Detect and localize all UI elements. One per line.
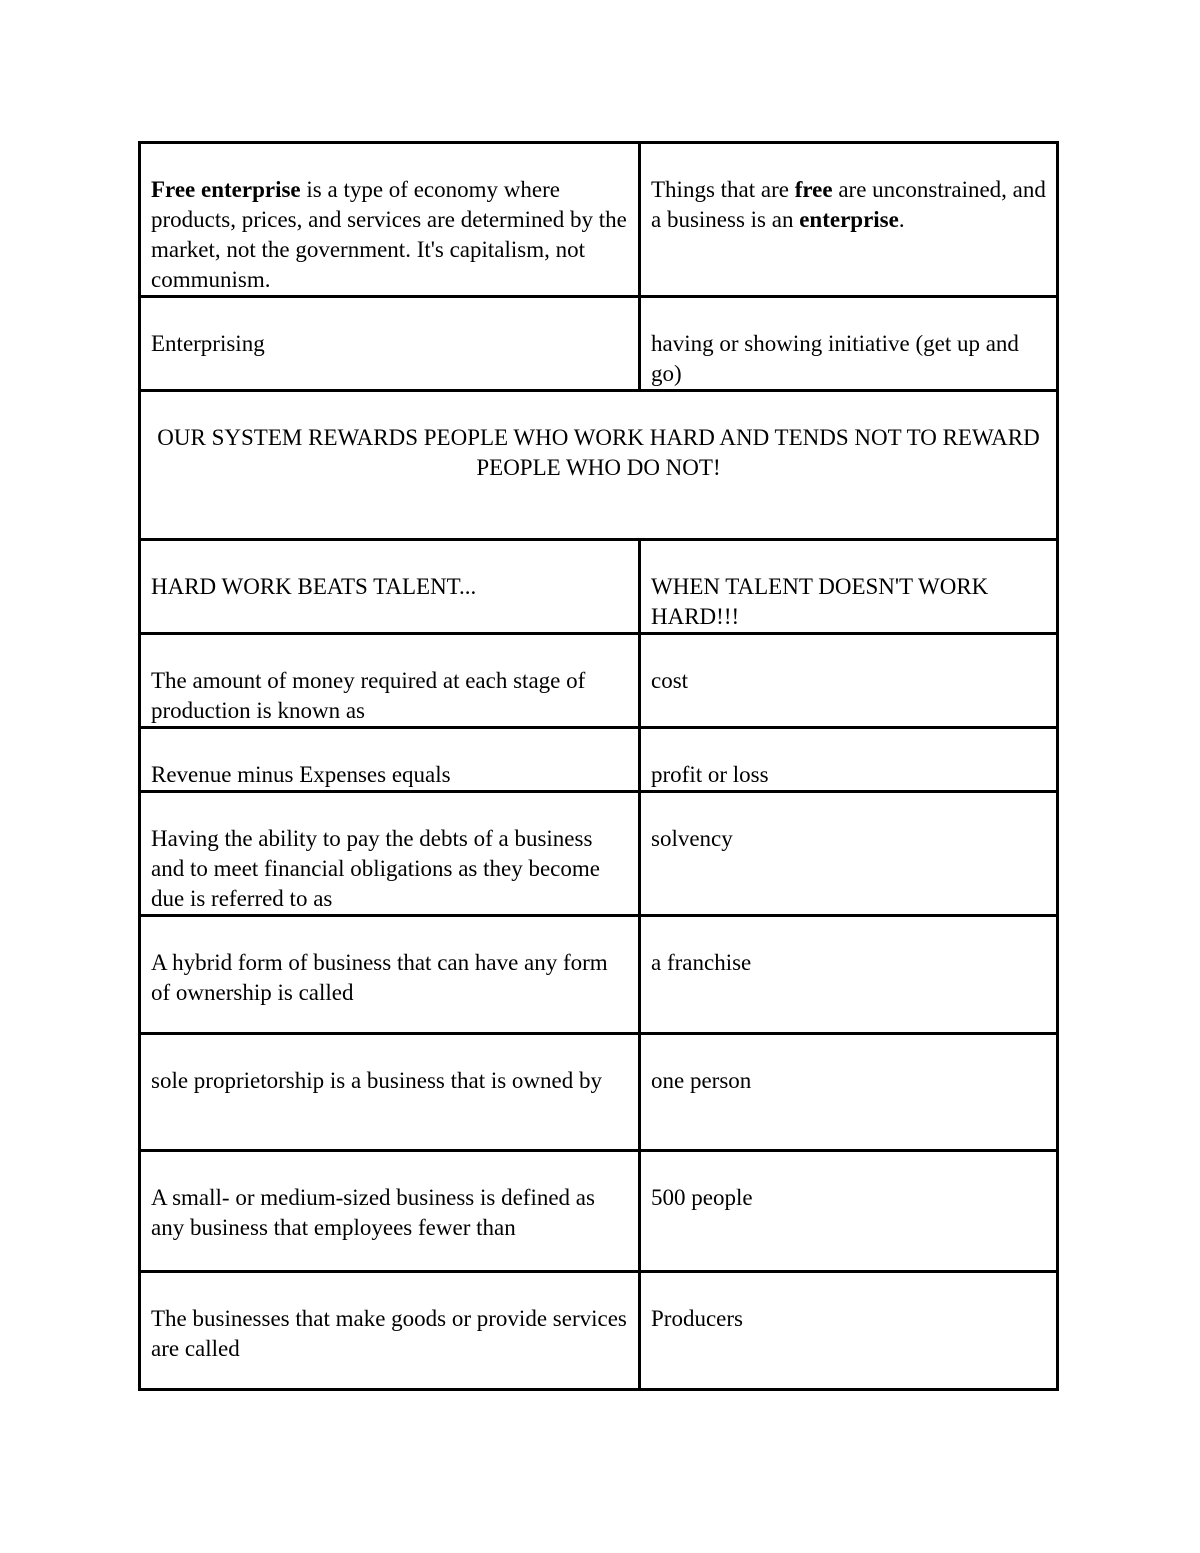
question-cell: A small- or medium-sized business is defined as any business that employees fewer than xyxy=(140,1151,640,1272)
question-cell: The businesses that make goods or provide services are called xyxy=(140,1272,640,1390)
table-row xyxy=(140,792,1058,916)
table-row xyxy=(140,540,1058,634)
flashcard-table xyxy=(138,141,1059,1391)
term-cell: Enterprising xyxy=(140,297,640,391)
answer-cell: a franchise xyxy=(640,916,1058,1034)
table-row xyxy=(140,1272,1058,1390)
answer-cell: one person xyxy=(640,1034,1058,1151)
question-cell: sole proprietorship is a business that is owned by xyxy=(140,1034,640,1151)
bold-term: Free enterprise xyxy=(151,177,301,202)
question-cell: A hybrid form of business that can have any form of ownership is called xyxy=(140,916,640,1034)
question-cell: Having the ability to pay the debts of a business and to meet financial obligations as they become due is referred to as xyxy=(140,792,640,916)
bold-term: enterprise xyxy=(799,207,899,232)
motto-cell: OUR SYSTEM REWARDS PEOPLE WHO WORK HARD AND TENDS NOT TO REWARD PEOPLE WHO DO NOT! xyxy=(140,391,1058,540)
term-cell: Free enterprise is a type of economy where products, prices, and services are determined by the market, not the government. It's capitalism, not communism. xyxy=(140,143,640,297)
bold-term: free xyxy=(794,177,833,202)
table-row xyxy=(140,634,1058,728)
question-cell: Revenue minus Expenses equals xyxy=(140,728,640,792)
answer-cell: profit or loss xyxy=(640,728,1058,792)
answer-cell: cost xyxy=(640,634,1058,728)
question-cell: The amount of money required at each stage of production is known as xyxy=(140,634,640,728)
table-row xyxy=(140,916,1058,1034)
answer-cell: 500 people xyxy=(640,1151,1058,1272)
answer-cell: Producers xyxy=(640,1272,1058,1390)
term-cell: HARD WORK BEATS TALENT... xyxy=(140,540,640,634)
answer-cell: solvency xyxy=(640,792,1058,916)
table-row xyxy=(140,297,1058,391)
definition-cell: having or showing initiative (get up and go) xyxy=(640,297,1058,391)
definition-cell: WHEN TALENT DOESN'T WORK HARD!!! xyxy=(640,540,1058,634)
table-row xyxy=(140,728,1058,792)
table-row xyxy=(140,391,1058,540)
table-row xyxy=(140,1151,1058,1272)
table-row xyxy=(140,1034,1058,1151)
definition-cell: Things that are free are unconstrained, and a business is an enterprise. xyxy=(640,143,1058,297)
table-row xyxy=(140,143,1058,297)
